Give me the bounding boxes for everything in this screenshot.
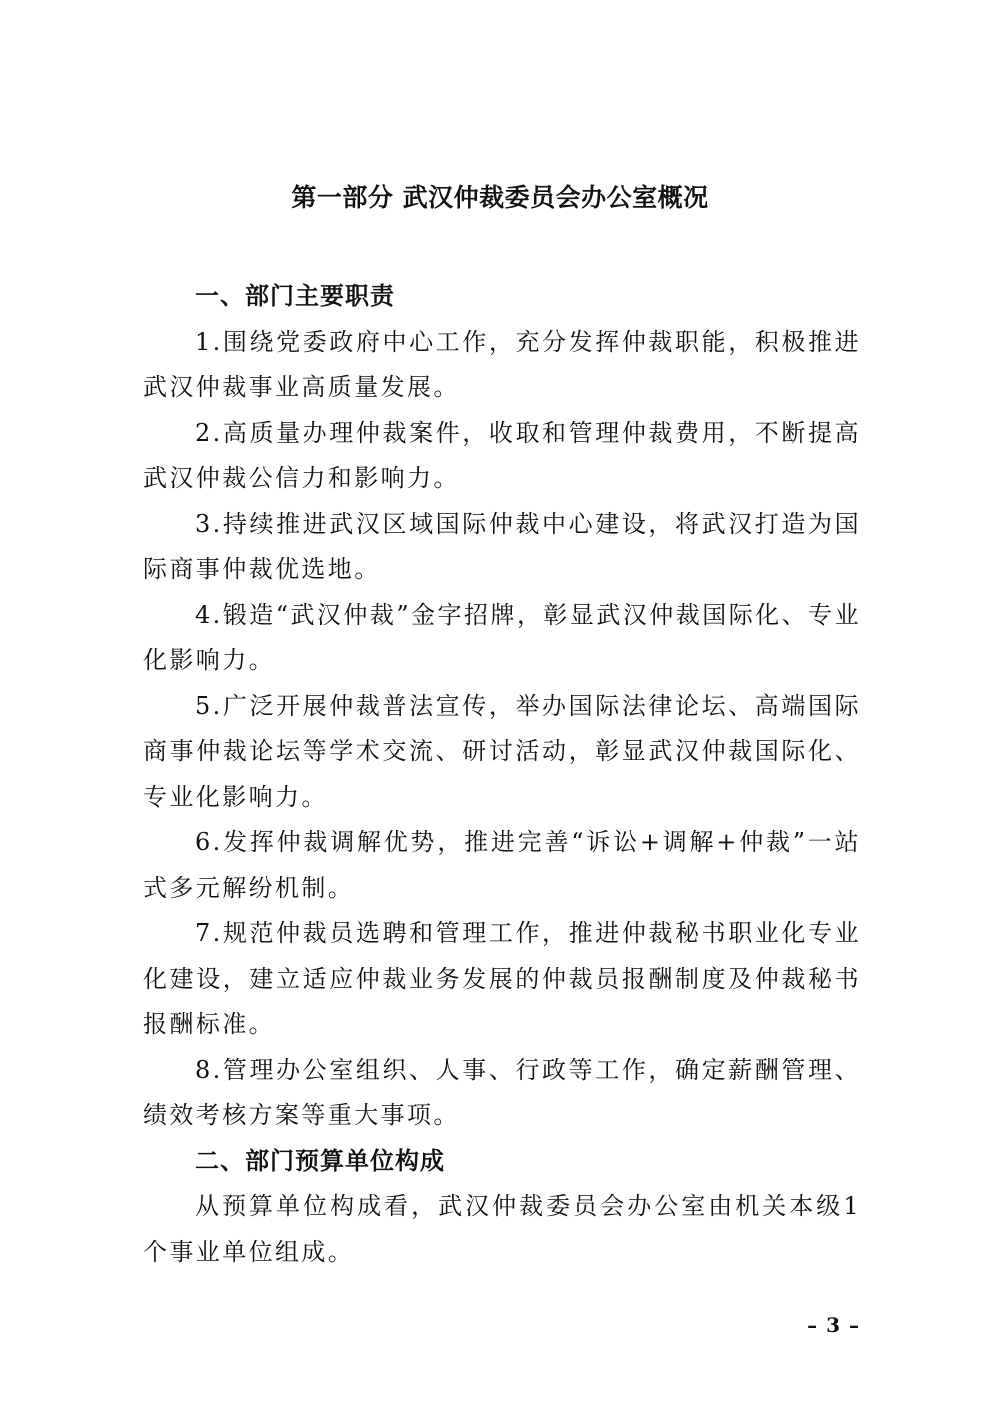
document-body	[143, 274, 861, 1275]
duty-item-6: 6.发挥仲裁调解优势，推进完善“诉讼+调解+仲裁”一站式多元解纷机制。	[143, 828, 861, 902]
duty-item-8: 8.管理办公室组织、人事、行政等工作，确定薪酬管理、绩效考核方案等重大事项。	[143, 1055, 861, 1129]
duty-item-7: 7.规范仲裁员选聘和管理工作，推进仲裁秘书职业化专业化建设，建立适应仲裁业务发展的仲裁员报酬制度及仲裁秘书报酬标准。	[143, 919, 861, 1038]
section-heading-duties: 一、部门主要职责	[195, 282, 395, 310]
duty-item-1: 1.围绕党委政府中心工作，充分发挥仲裁职能，积极推进武汉仲裁事业高质量发展。	[143, 327, 861, 401]
page-title: 第一部分 武汉仲裁委员会办公室概况	[291, 183, 709, 212]
duty-item-5: 5.广泛开展仲裁普法宣传，举办国际法律论坛、高端国际商事仲裁论坛等学术交流、研讨活动，彰显武汉仲裁国际化、专业化影响力。	[143, 691, 861, 811]
duty-item-4: 4.锻造“武汉仲裁”金字招牌，彰显武汉仲裁国际化、专业化影响力。	[143, 600, 861, 674]
section-heading-budget-units: 二、部门预算单位构成	[195, 1146, 445, 1175]
page-number: – 3 –	[807, 1313, 860, 1337]
duty-item-3: 3.持续推进武汉区域国际仲裁中心建设，将武汉打造为国际商事仲裁优选地。	[143, 509, 861, 583]
budget-units-paragraph: 从预算单位构成看，武汉仲裁委员会办公室由机关本级1个事业单位组成。	[143, 1192, 861, 1266]
duty-item-2: 2.高质量办理仲裁案件，收取和管理仲裁费用，不断提高武汉仲裁公信力和影响力。	[143, 418, 861, 492]
